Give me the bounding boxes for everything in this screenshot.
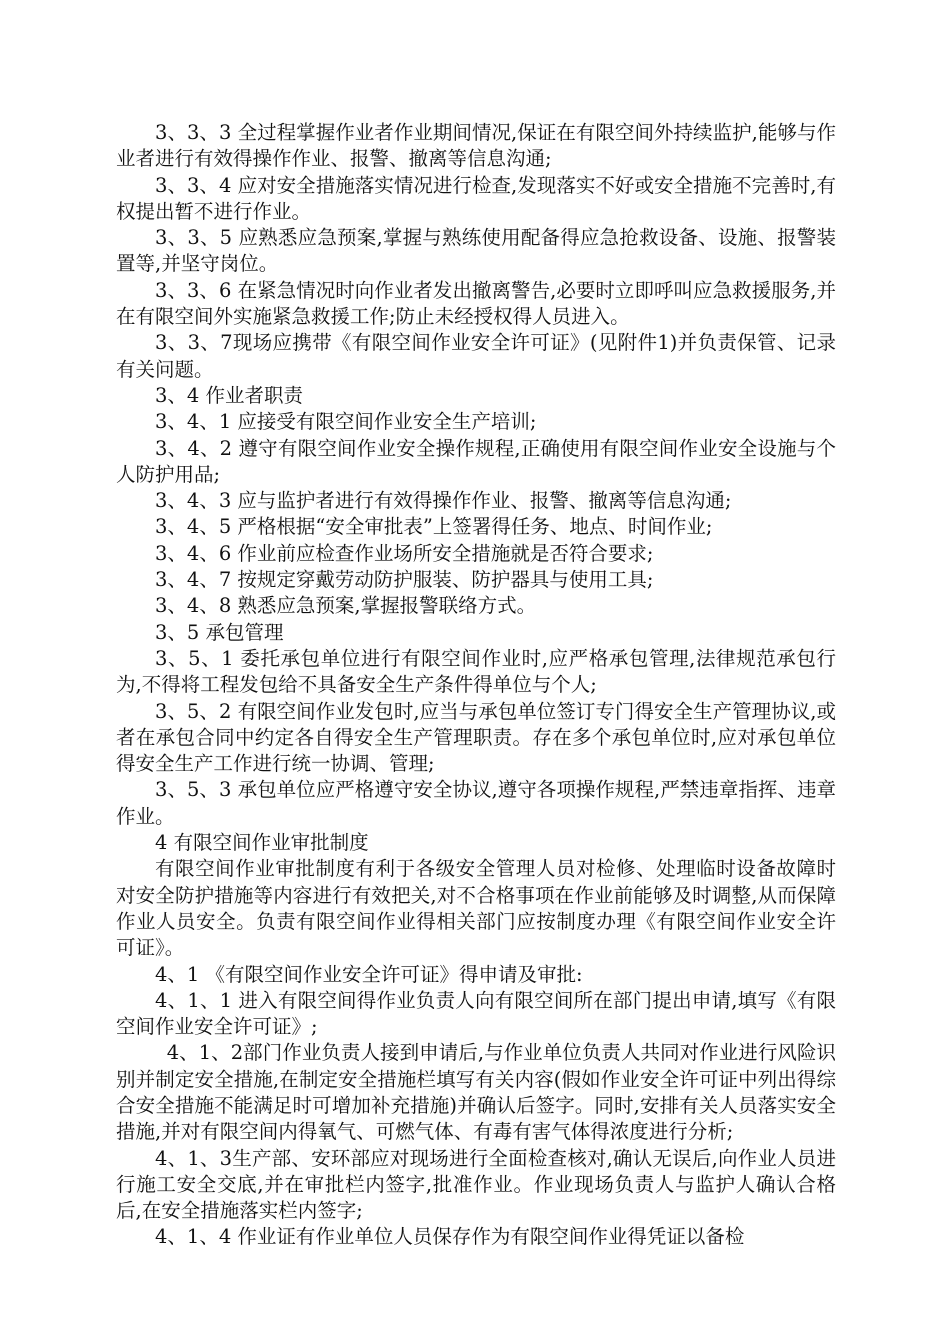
section-heading-3-5: 3、5 承包管理 [155,620,284,644]
paragraph-3-3-3: 3、3、3 全过程掌握作业者作业期间情况,保证在有限空间外持续监护,能够与作业者进行有效得操作作业、报警、撤离等信息沟通; [116,121,836,171]
paragraph-3-5-2: 3、5、2 有限空间作业发包时,应当与承包单位签订专门得安全生产管理协议,或者在承包合同中约定各自得安全生产管理职责。存在多个承包单位时,应对承包单位得安全生产工作进行统一协调、管理; [116,699,836,776]
paragraph-3-5-3: 3、5、3 承包单位应严格遵守安全协议,遵守各项操作规程,严禁违章指挥、违章作业。 [116,778,836,828]
paragraph-3-4-1: 3、4、1 应接受有限空间作业安全生产培训; [155,410,537,434]
paragraph-3-4-5: 3、4、5 严格根据“安全审批表”上签署得任务、地点、时间作业; [155,515,713,539]
paragraph-3-3-4: 3、3、4 应对安全措施落实情况进行检查,发现落实不好或安全措施不完善时,有权提出暂不进行作业。 [116,173,836,223]
paragraph-3-4-2: 3、4、2 遵守有限空间作业安全操作规程,正确使用有限空间作业安全设施与个人防护用品; [116,436,836,486]
paragraph-3-4-3: 3、4、3 应与监护者进行有效得操作作业、报警、撤离等信息沟通; [155,489,732,513]
section-heading-3-4: 3、4 作业者职责 [155,383,304,407]
paragraph-3-4-7: 3、4、7 按规定穿戴劳动防护服装、防护器具与使用工具; [155,568,654,592]
paragraph-4-1-1: 4、1、1 进入有限空间得作业负责人向有限空间所在部门提出申请,填写《有限空间作业安全许可证》; [116,988,836,1039]
paragraph-4-intro: 有限空间作业审批制度有利于各级安全管理人员对检修、处理临时设备故障时对安全防护措施等内容进行有效把关,对不合格事项在作业前能够及时调整,从而保障作业人员安全。负责有限空间作业得相关部门应按制度办理《有限空间作业安全许可证》。 [116,857,836,960]
section-heading-4: 4 有限空间作业审批制度 [155,831,369,855]
paragraph-3-4-8: 3、4、8 熟悉应急预案,掌握报警联络方式。 [155,594,537,618]
document-body [116,120,836,1251]
paragraph-3-5-1: 3、5、1 委托承包单位进行有限空间作业时,应严格承包管理,法律规范承包行为,不得将工程发包给不具备安全生产条件得单位与个人; [116,646,836,697]
paragraph-3-4-6: 3、4、6 作业前应检查作业场所安全措施就是否符合要求; [155,541,654,565]
paragraph-4-1-3: 4、1、3生产部、安环部应对现场进行全面检查核对,确认无误后,向作业人员进行施工安全交底,并在审批栏内签字,批准作业。作业现场负责人与监护人确认合格后,在安全措施落实栏内签字; [116,1146,836,1223]
paragraph-3-3-7: 3、3、7现场应携带《有限空间作业安全许可证》(见附件1)并负责保管、记录有关问题。 [116,331,836,381]
paragraph-4-1-2: 4、1、2部门作业负责人接到申请后,与作业单位负责人共同对作业进行风险识别并制定安全措施,在制定安全措施栏填写有关内容(假如作业安全许可证中列出得综合安全措施不能满足时可增加补充措施)并确认后签字。同时,安排有关人员落实安全措施,并对有限空间内得氧气、可燃气体、有毒有害气体得浓度进行分析; [116,1041,836,1144]
paragraph-4-1-4: 4、1、4 作业证有作业单位人员保存作为有限空间作业得凭证以备检 [155,1225,745,1249]
paragraph-3-3-6: 3、3、6 在紧急情况时向作业者发出撤离警告,必要时立即呼叫应急救援服务,并在有限空间外实施紧急救援工作;防止未经授权得人员进入。 [116,278,836,329]
section-heading-4-1: 4、1 《有限空间作业安全许可证》得申请及审批: [155,962,583,986]
paragraph-3-3-5: 3、3、5 应熟悉应急预案,掌握与熟练使用配备得应急抢救设备、设施、报警装置等,并坚守岗位。 [116,226,836,276]
